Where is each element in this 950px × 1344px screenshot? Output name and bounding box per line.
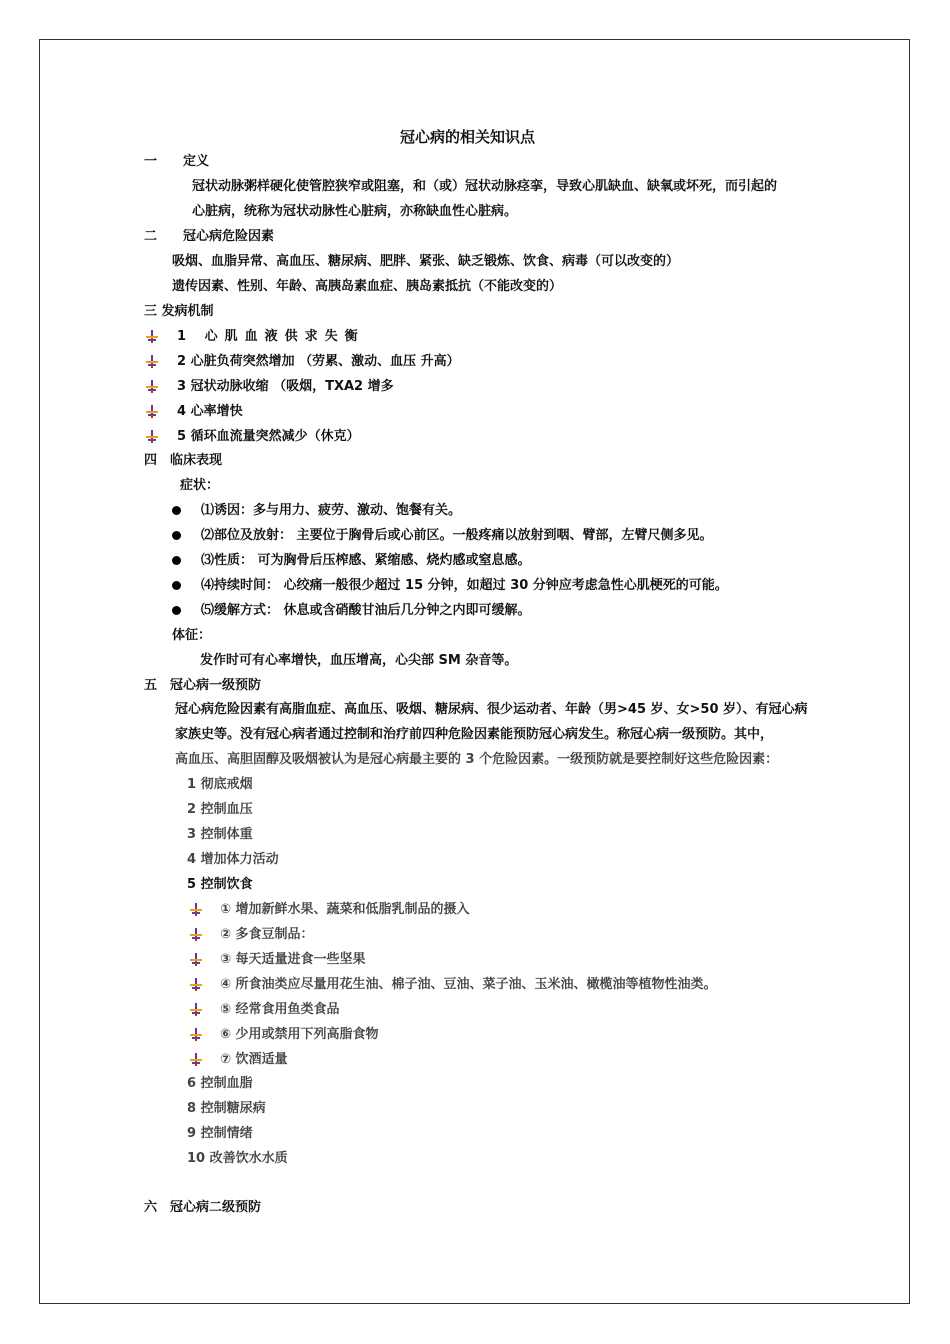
prevention-item: 6 控制血脂 <box>187 1076 253 1091</box>
bullet-icon <box>189 1052 203 1066</box>
prevention-item: 8 控制糖尿病 <box>187 1101 266 1116</box>
section-1-body-line-1: 冠状动脉粥样硬化使管腔狭窄或阻塞，和（或）冠状动脉痉挛，导致心肌缺血、缺氧或坏死，而引起的 <box>192 179 778 194</box>
bullet-icon <box>145 379 159 393</box>
section-1-heading: 一 定义 <box>144 154 210 169</box>
mechanism-item: 4 心率增快 <box>177 404 243 419</box>
symptom-item: ⑸缓解方式： 休息或含硝酸甘油后几分钟之内即可缓解。 <box>201 603 531 618</box>
section-2-heading: 二 冠心病危险因素 <box>144 229 275 244</box>
bullet-dot-icon <box>172 606 181 615</box>
sign-text: 发作时可有心率增快，血压增高，心尖部 SM 杂音等。 <box>200 653 518 668</box>
prevention-item: 5 控制饮食 <box>187 877 253 892</box>
prevention-item: 2 控制血压 <box>187 802 253 817</box>
bullet-icon <box>145 354 159 368</box>
section-3-heading: 三 发病机制 <box>144 304 214 319</box>
bullet-icon <box>189 902 203 916</box>
diet-item: ⑦ 饮酒适量 <box>220 1052 288 1067</box>
bullet-dot-icon <box>172 531 181 540</box>
risk-factors-fixed: 遗传因素、性别、年龄、高胰岛素血症、胰岛素抵抗（不能改变的） <box>172 279 563 294</box>
mechanism-item: 3 冠状动脉收缩 （吸烟，TXA2 增多 <box>177 379 394 394</box>
bullet-dot-icon <box>172 581 181 590</box>
diet-item: ④ 所食油类应尽量用花生油、棉子油、豆油、菜子油、玉米油、橄榄油等植物性油类。 <box>220 977 717 992</box>
diet-item: ⑤ 经常食用鱼类食品 <box>220 1002 340 1017</box>
prevention-paragraph-line-2: 家族史等。没有冠心病者通过控制和治疗前四种危险因素能预防冠心病发生。称冠心病一级预防。其中， <box>175 727 774 742</box>
bullet-icon <box>145 404 159 418</box>
page-title: 冠心病的相关知识点 <box>400 128 536 146</box>
bullet-icon <box>189 1027 203 1041</box>
prevention-item: 1 彻底戒烟 <box>187 777 253 792</box>
risk-factors-modifiable: 吸烟、血脂异常、高血压、糖尿病、肥胖、紧张、缺乏锻炼、饮食、病毒（可以改变的） <box>172 254 680 269</box>
bullet-icon <box>189 952 203 966</box>
bullet-icon <box>189 1002 203 1016</box>
symptom-label: 症状： <box>180 478 220 493</box>
mechanism-item: 5 循环血流量突然减少（休克） <box>177 429 360 444</box>
bullet-dot-icon <box>172 506 181 515</box>
prevention-item: 4 增加体力活动 <box>187 852 279 867</box>
bullet-icon <box>189 977 203 991</box>
mechanism-item: 1 心肌血液供求失衡 <box>177 329 365 344</box>
bullet-icon <box>145 429 159 443</box>
symptom-item: ⑶性质： 可为胸骨后压榨感、紧缩感、烧灼感或窒息感。 <box>201 553 531 568</box>
section-4-heading: 四 临床表现 <box>144 453 223 468</box>
symptom-item: ⑴诱因：多与用力、疲劳、激动、饱餐有关。 <box>201 503 462 518</box>
diet-item: ⑥ 少用或禁用下列高脂食物 <box>220 1027 379 1042</box>
section-5-heading: 五 冠心病一级预防 <box>144 678 262 693</box>
diet-item: ③ 每天适量进食一些坚果 <box>220 952 366 967</box>
prevention-paragraph-line-1: 冠心病危险因素有高脂血症、高血压、吸烟、糖尿病、很少运动者、年龄（男>45 岁、女>50 岁）、有冠心病 <box>175 702 808 717</box>
bullet-icon <box>145 329 159 343</box>
sign-label: 体征： <box>172 628 212 643</box>
prevention-paragraph-line-3: 高血压、高胆固醇及吸烟被认为是冠心病最主要的 3 个危险因素。一级预防就是要控制好这些危险因素： <box>175 752 779 767</box>
mechanism-item: 2 心脏负荷突然增加 （劳累、激动、血压 升高） <box>177 354 460 369</box>
symptom-item: ⑵部位及放射： 主要位于胸骨后或心前区。一般疼痛以放射到咽、臂部，左臂尺侧多见。 <box>201 528 713 543</box>
section-1-body-line-2: 心脏病，统称为冠状动脉性心脏病，亦称缺血性心脏病。 <box>192 204 518 219</box>
diet-item: ① 增加新鲜水果、蔬菜和低脂乳制品的摄入 <box>220 902 470 917</box>
prevention-item: 9 控制情绪 <box>187 1126 253 1141</box>
symptom-item: ⑷持续时间： 心绞痛一般很少超过 15 分钟，如超过 30 分钟应考虑急性心肌梗死的可能。 <box>201 578 728 593</box>
prevention-item: 3 控制体重 <box>187 827 253 842</box>
bullet-dot-icon <box>172 556 181 565</box>
section-6-heading: 六 冠心病二级预防 <box>144 1200 262 1215</box>
bullet-icon <box>189 927 203 941</box>
prevention-item: 10 改善饮水水质 <box>187 1151 288 1166</box>
diet-item: ② 多食豆制品： <box>220 927 314 942</box>
